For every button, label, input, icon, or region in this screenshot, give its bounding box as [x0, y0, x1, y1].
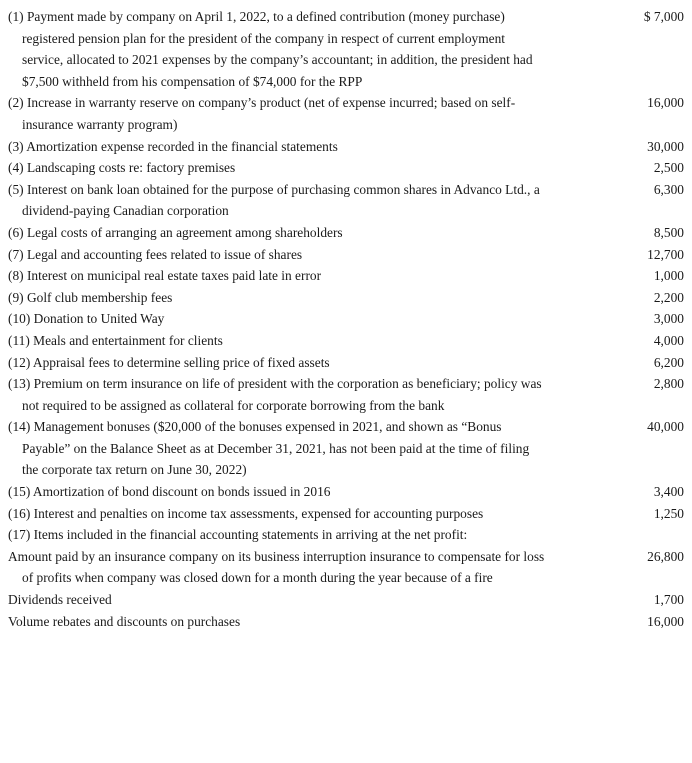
item-amount: 6,200: [653, 354, 684, 370]
item-description: (6) Legal costs of arranging an agreement among shareholders: [8, 224, 343, 240]
list-item: [8, 611, 684, 633]
item-description: Dividends received: [8, 592, 112, 608]
list-item: [8, 352, 684, 374]
item-amount: 6,300: [653, 181, 684, 197]
list-item: [8, 287, 684, 309]
item-amount: 3,000: [653, 311, 684, 327]
item-amount: 2,800: [653, 376, 684, 392]
item-description: Volume rebates and discounts on purchases: [8, 613, 241, 629]
item-description: (9) Golf club membership fees: [8, 289, 173, 305]
item-amount: 1,700: [653, 592, 684, 608]
item-amount: 2,200: [653, 289, 684, 305]
list-item: [8, 222, 684, 244]
list-item: [8, 308, 684, 330]
list-item: [8, 481, 684, 503]
list-item: [8, 92, 684, 135]
list-item: [8, 416, 684, 481]
list-item: [8, 136, 684, 158]
list-item: [8, 265, 684, 287]
list-item: [8, 373, 684, 416]
item-description: (14) Management bonuses ($20,000 of the bonuses expensed in 2021, and shown as “Bonus Payable” on the Balance Sheet as at December 31, 2021, has not been paid at the time of filing the corporate tax return on June 30, 2022): [8, 419, 530, 478]
item-amount: $ 7,000: [643, 9, 684, 24]
list-item: [8, 6, 684, 92]
item-description: (12) Appraisal fees to determine selling price of fixed assets: [8, 354, 330, 370]
item-amount: 12,700: [647, 246, 684, 262]
item-amount: 8,500: [653, 224, 684, 240]
item-description: (16) Interest and penalties on income tax assessments, expensed for accounting purposes: [8, 505, 484, 521]
item-amount: 4,000: [653, 332, 684, 348]
item-description: (17) Items included in the financial accounting statements in arriving at the net profit:: [8, 527, 468, 543]
item-description: (7) Legal and accounting fees related to issue of shares: [8, 246, 303, 262]
item-amount: 16,000: [647, 95, 684, 111]
item-amount: 2,500: [653, 160, 684, 176]
item-amount: 26,800: [647, 548, 684, 564]
item-description: (11) Meals and entertainment for clients: [8, 332, 223, 348]
item-description: (2) Increase in warranty reserve on company’s product (net of expense incurred; based on self-insurance warranty program): [8, 95, 516, 132]
list-item: [8, 330, 684, 352]
item-description: (10) Donation to United Way: [8, 311, 165, 327]
item-amount: 30,000: [647, 138, 684, 154]
item-description: (4) Landscaping costs re: factory premises: [8, 160, 236, 176]
list-item: [8, 503, 684, 525]
item-description: (8) Interest on municipal real estate taxes paid late in error: [8, 268, 322, 284]
list-item: [8, 589, 684, 611]
item-description: (1) Payment made by company on April 1, 2022, to a defined contribution (money purchase) registered pension plan for the president of the company in respect of current employment service, allocated to 2021 expenses by the company’s accountant; in addition, the president had $7,500 withheld from his compensation of $74,000 for the RPP: [8, 9, 533, 89]
list-item: [8, 546, 684, 589]
item-description: (5) Interest on bank loan obtained for the purpose of purchasing common shares in Advanco Ltd., a dividend-paying Canadian corporation: [8, 181, 540, 219]
item-description: (3) Amortization expense recorded in the financial statements: [8, 138, 338, 154]
list-item: [8, 524, 684, 546]
list-item: [8, 179, 684, 222]
item-description: (15) Amortization of bond discount on bonds issued in 2016: [8, 484, 331, 500]
item-amount: 40,000: [647, 419, 684, 435]
item-description: Amount paid by an insurance company on its business interruption insurance to compensate for loss of profits when company was closed down for a month during the year because of a fire: [8, 548, 545, 586]
item-description: (13) Premium on term insurance on life of president with the corporation as beneficiary; policy was not required to be assigned as collateral for corporate borrowing from the bank: [8, 376, 542, 413]
item-amount: 16,000: [647, 613, 684, 629]
item-amount: 3,400: [653, 484, 684, 500]
list-item: [8, 157, 684, 179]
item-amount: 1,000: [653, 268, 684, 284]
item-amount: 1,250: [653, 505, 684, 521]
list-item: [8, 244, 684, 266]
